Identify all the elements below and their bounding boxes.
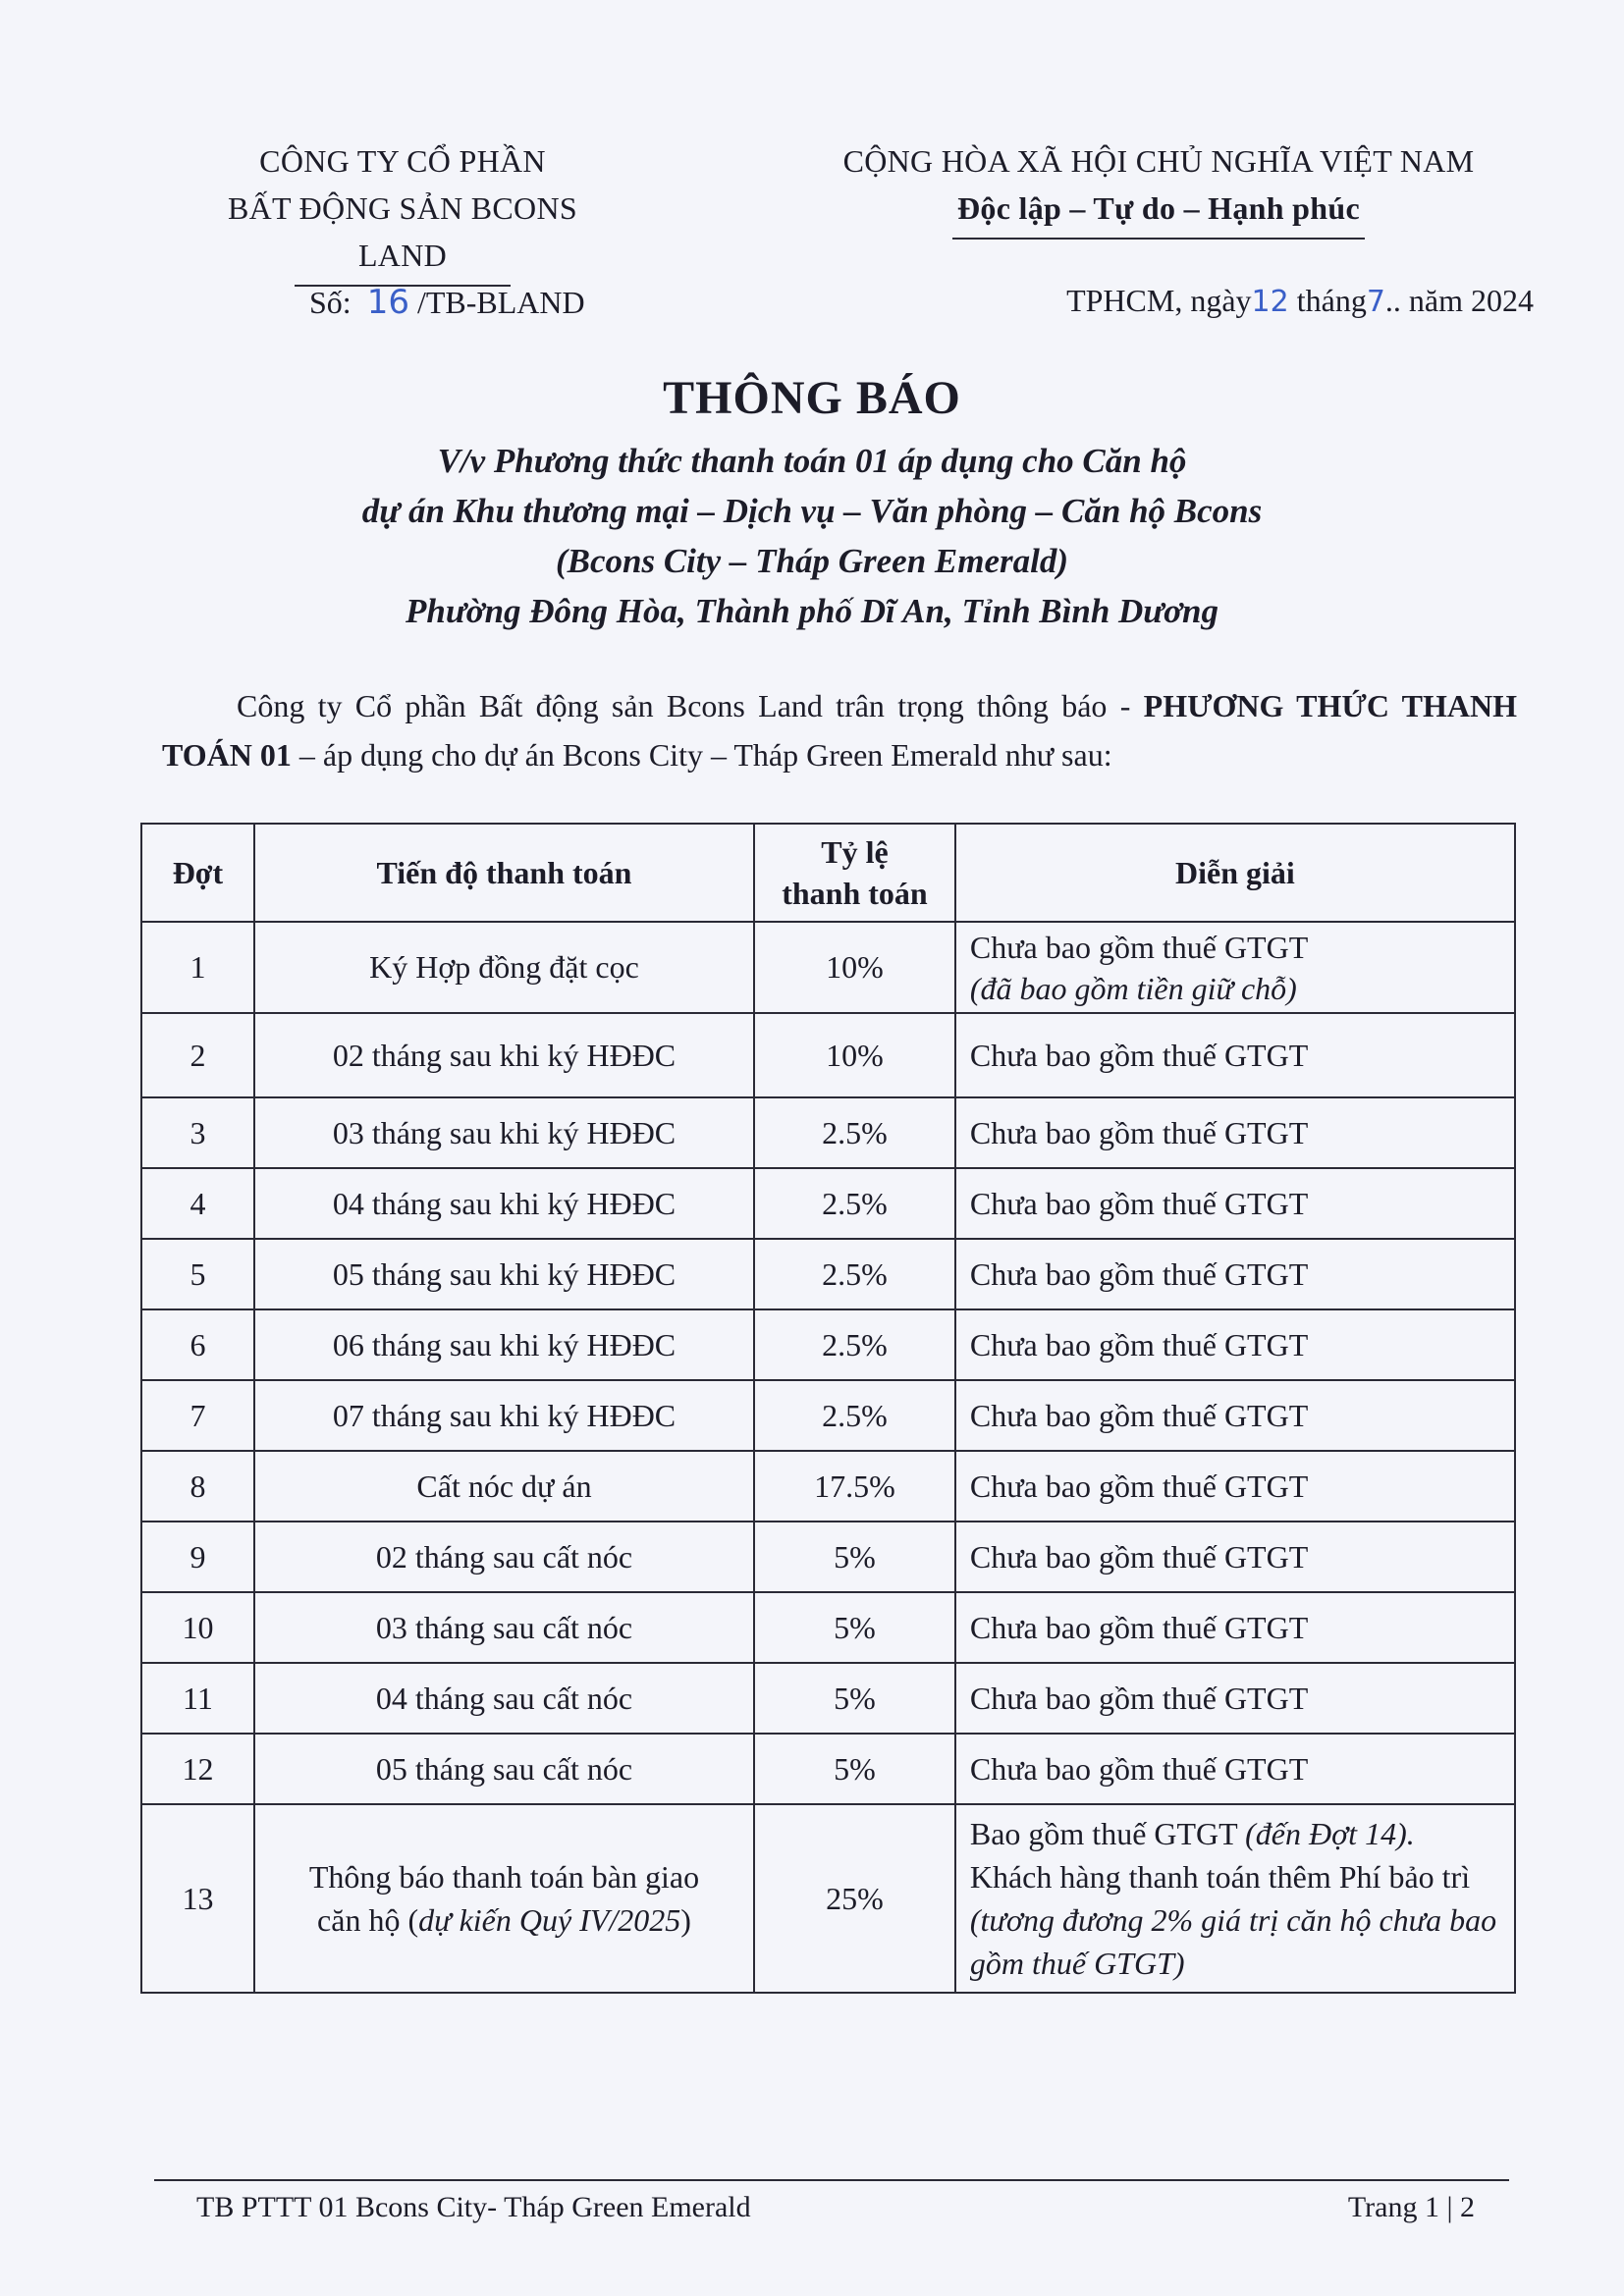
subtitle-line-1: V/v Phương thức thanh toán 01 áp dụng cho Căn hộ [437, 442, 1187, 480]
table-row [141, 1013, 1515, 1097]
cell-note: Chưa bao gồm thuế GTGT [955, 1380, 1515, 1451]
cell-progress: 02 tháng sau cất nóc [254, 1522, 754, 1592]
table-row [141, 1380, 1515, 1451]
header-rate [754, 824, 955, 922]
document-subtitle [0, 436, 1624, 636]
intro-text-1: Công ty Cổ phần Bất động sản Bcons Land trân trọng thông báo - [237, 688, 1144, 723]
cell-phase: 1 [141, 922, 254, 1013]
document-title: THÔNG BÁO [663, 372, 961, 424]
table-row [141, 1592, 1515, 1663]
cell-note: Chưa bao gồm thuế GTGT [955, 1592, 1515, 1663]
cell-note: Chưa bao gồm thuế GTGT [955, 1168, 1515, 1239]
table-row [141, 922, 1515, 1013]
cell-note: Chưa bao gồm thuế GTGT [955, 1013, 1515, 1097]
cell-phase: 5 [141, 1239, 254, 1309]
company-line-2: BẤT ĐỘNG SẢN BCONS LAND [228, 190, 577, 273]
cell-phase: 11 [141, 1663, 254, 1734]
cell-note: Chưa bao gồm thuế GTGT [955, 1097, 1515, 1168]
cell-progress: 07 tháng sau khi ký HĐĐC [254, 1380, 754, 1451]
progress-italic: dự kiến Quý IV/2025 [418, 1902, 681, 1938]
table-row [141, 1663, 1515, 1734]
cell-progress: 04 tháng sau khi ký HĐĐC [254, 1168, 754, 1239]
footer-doc-name: TB PTTT 01 Bcons City- Tháp Green Emerald [196, 2191, 751, 2223]
nation-header [815, 137, 1502, 240]
table-row [141, 1804, 1515, 1993]
date-month-label: tháng [1296, 283, 1367, 318]
table-row [141, 1168, 1515, 1239]
progress-text: căn hộ ( [317, 1902, 419, 1938]
intro-paragraph [162, 681, 1517, 779]
cell-rate: 2.5% [754, 1380, 955, 1451]
cell-rate: 10% [754, 1013, 955, 1097]
nation-motto: Độc lập – Tự do – Hạnh phúc [957, 190, 1360, 226]
date-city: TPHCM, ngày [1066, 283, 1252, 318]
cell-note [955, 922, 1515, 1013]
header-note: Diễn giải [955, 824, 1515, 922]
table-row [141, 1097, 1515, 1168]
cell-progress: Cất nóc dự án [254, 1451, 754, 1522]
handwritten-month: 7 [1366, 285, 1385, 319]
subtitle-line-3: (Bcons City – Tháp Green Emerald) [555, 542, 1069, 580]
intro-text-2: – áp dụng cho dự án Bcons City – Tháp Green Emerald như sau: [291, 737, 1112, 773]
subtitle-line-4: Phường Đông Hòa, Thành phố Dĩ An, Tỉnh Bình Dương [405, 592, 1219, 630]
cell-rate: 5% [754, 1734, 955, 1804]
cell-note: Chưa bao gồm thuế GTGT [955, 1309, 1515, 1380]
cell-phase: 9 [141, 1522, 254, 1592]
note-text-b: Khách hàng thanh toán thêm Phí bảo trì [969, 1859, 1471, 1895]
progress-line-2 [256, 1898, 752, 1942]
note-italic-b: (tương đương 2% giá trị căn hộ chưa bao gồm thuế GTGT) [969, 1902, 1497, 1981]
note-text-a: Bao gồm thuế GTGT [969, 1816, 1246, 1851]
date-year: .. năm 2024 [1384, 283, 1534, 318]
cell-progress: 05 tháng sau khi ký HĐĐC [254, 1239, 754, 1309]
handwritten-day: 12 [1251, 285, 1289, 319]
cell-progress: 05 tháng sau cất nóc [254, 1734, 754, 1804]
table-row [141, 1239, 1515, 1309]
cell-rate: 5% [754, 1522, 955, 1592]
note-text: Chưa bao gồm thuế GTGT [969, 929, 1309, 965]
cell-rate: 5% [754, 1592, 955, 1663]
table-row [141, 1451, 1515, 1522]
document-number [309, 283, 585, 322]
cell-progress: 06 tháng sau khi ký HĐĐC [254, 1309, 754, 1380]
footer-page-number: Trang 1 | 2 [1347, 2191, 1475, 2223]
cell-phase: 7 [141, 1380, 254, 1451]
cell-phase: 6 [141, 1309, 254, 1380]
cell-note: Chưa bao gồm thuế GTGT [955, 1239, 1515, 1309]
footer-rule [154, 2179, 1509, 2181]
cell-rate: 17.5% [754, 1451, 955, 1522]
note-italic-a: (đến Đợt 14). [1245, 1816, 1415, 1851]
header-progress: Tiến độ thanh toán [254, 824, 754, 922]
company-line-1: CÔNG TY CỔ PHẦN [259, 143, 546, 179]
cell-note: Chưa bao gồm thuế GTGT [955, 1734, 1515, 1804]
cell-phase: 4 [141, 1168, 254, 1239]
cell-rate: 2.5% [754, 1097, 955, 1168]
cell-note: Chưa bao gồm thuế GTGT [955, 1451, 1515, 1522]
cell-rate: 10% [754, 922, 955, 1013]
payment-schedule-table [140, 823, 1516, 1994]
cell-rate: 2.5% [754, 1239, 955, 1309]
subtitle-line-2: dự án Khu thương mại – Dịch vụ – Văn phòng – Căn hộ Bcons [361, 492, 1263, 530]
cell-note [955, 1804, 1515, 1993]
cell-progress: 02 tháng sau khi ký HĐĐC [254, 1013, 754, 1097]
cell-progress [254, 1804, 754, 1993]
cell-note: Chưa bao gồm thuế GTGT [955, 1522, 1515, 1592]
progress-close: ) [680, 1902, 691, 1938]
cell-phase: 2 [141, 1013, 254, 1097]
number-prefix: Số: [309, 285, 352, 320]
motto-underline [952, 238, 1365, 240]
cell-note: Chưa bao gồm thuế GTGT [955, 1663, 1515, 1734]
number-suffix: /TB-BLAND [416, 285, 585, 320]
handwritten-number: 16 [366, 283, 409, 322]
company-header [196, 137, 609, 287]
document-date [1066, 283, 1534, 319]
cell-rate: 2.5% [754, 1309, 955, 1380]
header-rate-line-1: Tỷ lệ [821, 834, 889, 870]
header-phase: Đợt [141, 824, 254, 922]
cell-progress: 03 tháng sau cất nóc [254, 1592, 754, 1663]
cell-phase: 10 [141, 1592, 254, 1663]
header-rate-line-2: thanh toán [782, 876, 928, 911]
table-row [141, 1734, 1515, 1804]
table-row [141, 1309, 1515, 1380]
cell-phase: 13 [141, 1804, 254, 1993]
progress-line-1: Thông báo thanh toán bàn giao [308, 1859, 700, 1895]
cell-phase: 3 [141, 1097, 254, 1168]
cell-rate: 25% [754, 1804, 955, 1993]
intro-bold: PHƯƠNG THỨC THANH TOÁN 01 [162, 688, 1518, 773]
cell-rate: 5% [754, 1663, 955, 1734]
cell-phase: 12 [141, 1734, 254, 1804]
cell-progress: Ký Hợp đồng đặt cọc [254, 922, 754, 1013]
nation-line-1: CỘNG HÒA XÃ HỘI CHỦ NGHĨA VIỆT NAM [842, 143, 1475, 179]
table-header-row [141, 824, 1515, 922]
note-italic: (đã bao gồm tiền giữ chỗ) [969, 970, 1297, 1006]
table-row [141, 1522, 1515, 1592]
cell-progress: 03 tháng sau khi ký HĐĐC [254, 1097, 754, 1168]
cell-rate: 2.5% [754, 1168, 955, 1239]
cell-progress: 04 tháng sau cất nóc [254, 1663, 754, 1734]
cell-phase: 8 [141, 1451, 254, 1522]
